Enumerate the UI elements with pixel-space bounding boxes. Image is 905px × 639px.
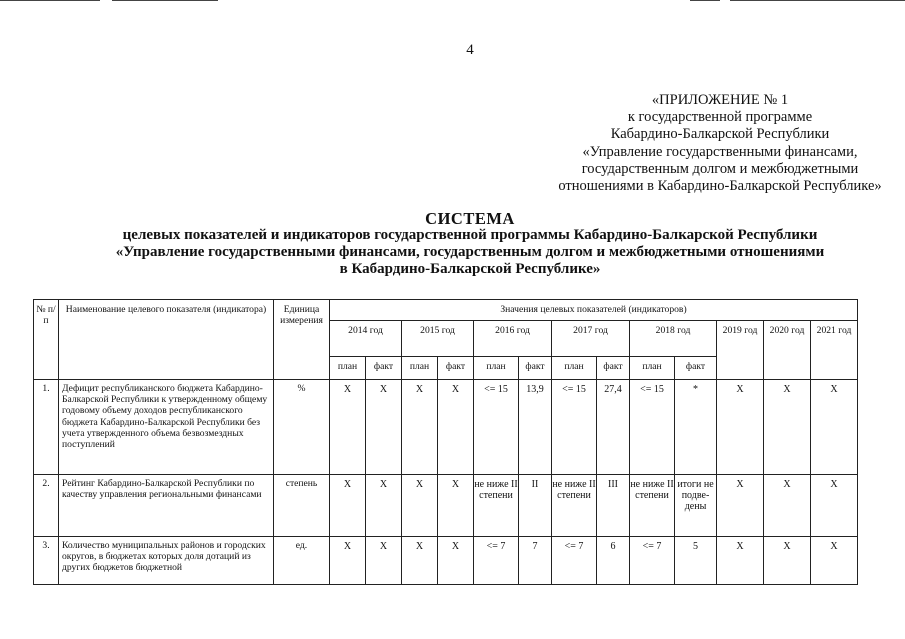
value-cell: Х: [402, 475, 438, 537]
value-cell: Х: [764, 380, 811, 475]
value-cell: 7: [519, 537, 552, 585]
header-year: 2014 год: [330, 321, 402, 357]
header-name: Наименование целевого показателя (индикатора): [59, 300, 274, 380]
header-year: 2017 год: [552, 321, 630, 357]
title-line: в Кабардино-Балкарской Республике»: [339, 261, 601, 277]
appendix-note: [540, 92, 900, 195]
value-cell: <= 7: [552, 537, 597, 585]
value-cell: Х: [366, 380, 402, 475]
header-plan: план: [474, 357, 519, 380]
value-cell: Х: [438, 380, 474, 475]
value-cell: Х: [811, 380, 858, 475]
value-cell: 5: [675, 537, 717, 585]
value-cell: не ниже II степени: [474, 475, 519, 537]
value-cell: Х: [330, 475, 366, 537]
value-cell: Х: [366, 475, 402, 537]
value-cell: <= 7: [630, 537, 675, 585]
value-cell: Х: [811, 475, 858, 537]
value-cell: Х: [717, 537, 764, 585]
value-cell: *: [675, 380, 717, 475]
value-cell: III: [597, 475, 630, 537]
value-cell: 6: [597, 537, 630, 585]
header-fact: факт: [366, 357, 402, 380]
value-cell: <= 15: [474, 380, 519, 475]
header-plan: план: [330, 357, 366, 380]
appendix-line: «Управление государственными финансами,: [582, 143, 858, 160]
header-fact: факт: [519, 357, 552, 380]
row-number: 1.: [34, 380, 59, 475]
header-plan: план: [630, 357, 675, 380]
indicator-name: Дефицит республиканского бюджета Кабардино-Балкарской Республики к утвержденному общему годовому объему доходов республиканского бюджета Кабардино-Балкарской Республики без учета утвержденного объема безвозмездных поступлений: [59, 380, 274, 475]
appendix-line: Кабардино-Балкарской Республики: [610, 126, 830, 143]
indicator-unit: %: [274, 380, 330, 475]
header-fact: факт: [675, 357, 717, 380]
value-cell: не ниже II степени: [552, 475, 597, 537]
value-cell: Х: [330, 537, 366, 585]
table-row: [34, 475, 858, 537]
value-cell: не ниже II степени: [630, 475, 675, 537]
header-values: Значения целевых показателей (индикаторов): [330, 300, 858, 321]
appendix-line: отношениями в Кабардино-Балкарской Республике»: [558, 178, 882, 195]
row-number: 3.: [34, 537, 59, 585]
value-cell: итоги не подве-дены: [675, 475, 717, 537]
title-heading: СИСТЕМА: [425, 209, 515, 228]
appendix-line: к государственной программе: [627, 109, 813, 126]
value-cell: Х: [764, 537, 811, 585]
title-line: «Управление государственными финансами, государственным долгом и межбюджетными отношениями: [115, 244, 825, 260]
header-plan: план: [402, 357, 438, 380]
row-number: 2.: [34, 475, 59, 537]
indicator-name: Количество муниципальных районов и городских округов, в бюджетах которых доля дотаций из других бюджетов бюджетной: [59, 537, 274, 585]
table-row: [34, 380, 858, 475]
page-number: 4: [466, 42, 474, 58]
title-line: целевых показателей и индикаторов государственной программы Кабардино-Балкарской Республики: [122, 227, 818, 243]
value-cell: Х: [402, 537, 438, 585]
value-cell: <= 15: [552, 380, 597, 475]
header-plan: план: [552, 357, 597, 380]
value-cell: Х: [330, 380, 366, 475]
header-year: 2021 год: [811, 321, 858, 380]
header-fact: факт: [438, 357, 474, 380]
value-cell: 27,4: [597, 380, 630, 475]
header-year: 2019 год: [717, 321, 764, 380]
value-cell: Х: [717, 475, 764, 537]
value-cell: Х: [811, 537, 858, 585]
value-cell: Х: [717, 380, 764, 475]
value-cell: <= 7: [474, 537, 519, 585]
value-cell: Х: [402, 380, 438, 475]
header-num: № п/п: [34, 300, 59, 380]
scan-edge-line: [690, 0, 720, 1]
header-unit: Единица измерения: [274, 300, 330, 380]
appendix-line: государственным долгом и межбюджетными: [581, 160, 859, 177]
header-fact: факт: [597, 357, 630, 380]
value-cell: Х: [764, 475, 811, 537]
scan-edge-line: [112, 0, 218, 1]
value-cell: Х: [366, 537, 402, 585]
value-cell: 13,9: [519, 380, 552, 475]
indicator-name: Рейтинг Кабардино-Балкарской Республики по качеству управления региональными финансами: [59, 475, 274, 537]
header-year: 2015 год: [402, 321, 474, 357]
header-year: 2020 год: [764, 321, 811, 380]
indicator-unit: степень: [274, 475, 330, 537]
indicators-table: [33, 299, 858, 585]
value-cell: <= 15: [630, 380, 675, 475]
value-cell: Х: [438, 537, 474, 585]
scan-edge-line: [0, 0, 100, 1]
appendix-line: «ПРИЛОЖЕНИЕ № 1: [651, 92, 789, 108]
header-year: 2018 год: [630, 321, 717, 357]
value-cell: II: [519, 475, 552, 537]
indicator-unit: ед.: [274, 537, 330, 585]
value-cell: Х: [438, 475, 474, 537]
table-row: [34, 537, 858, 585]
document-title: [60, 210, 880, 278]
scan-edge-line: [730, 0, 905, 1]
header-year: 2016 год: [474, 321, 552, 357]
